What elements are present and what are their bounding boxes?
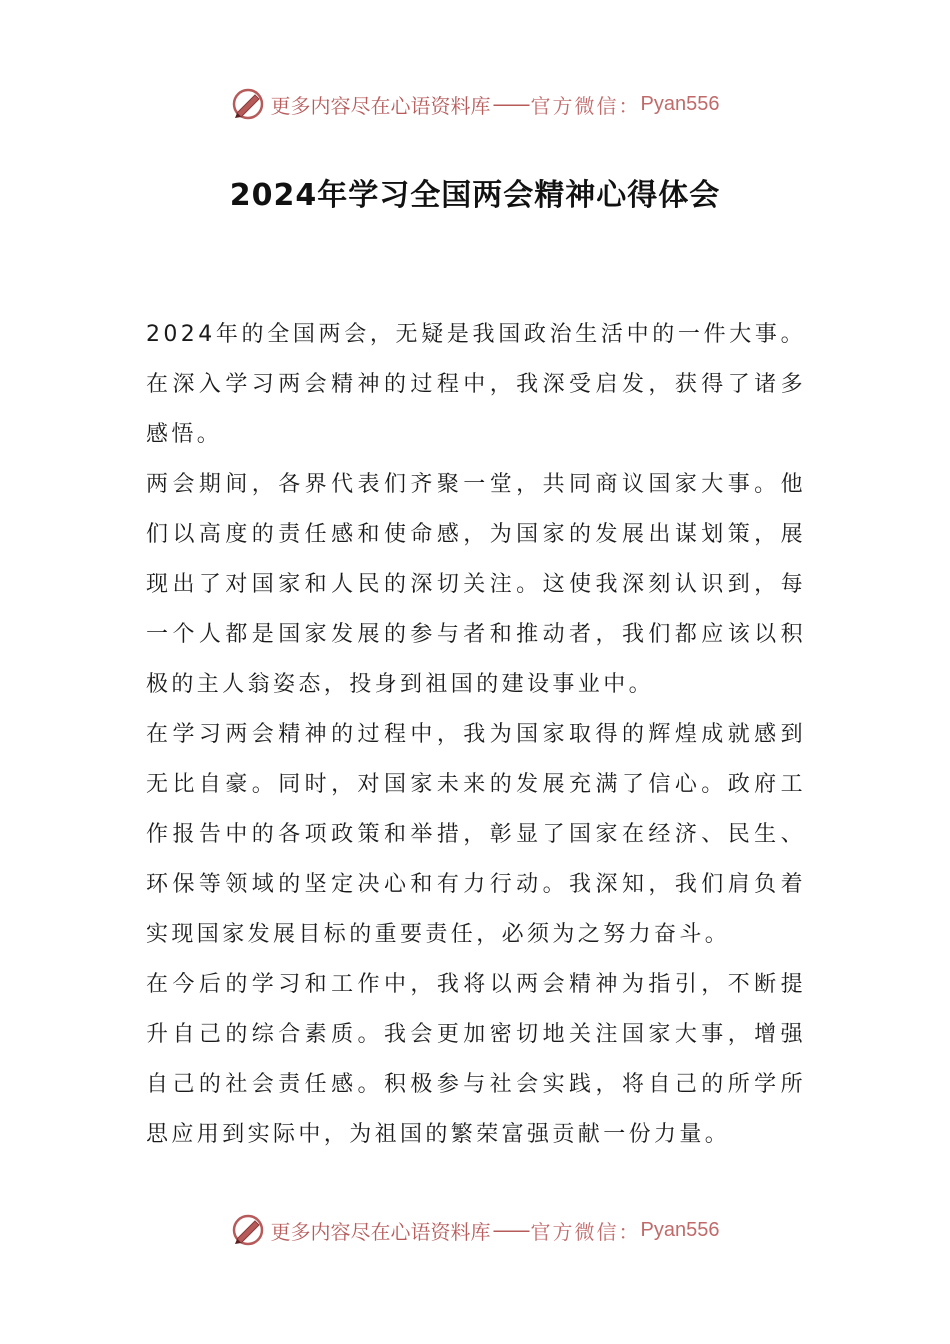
- paragraph: 在今后的学习和工作中，我将以两会精神为指引，不断提升自己的综合素质。我会更加密切地关注国家大事，增强自己的社会责任感。积极参与社会实践，将自己的所学所思应用到实际中，为祖国的繁荣富强贡献一份力量。: [146, 972, 806, 1147]
- paragraph: 在学习两会精神的过程中，我为国家取得的辉煌成就感到无比自豪。同时，对国家未来的发展充满了信心。政府工作报告中的各项政策和举措，彰显了国家在经济、民生、环保等领域的坚定决心和有力行动。我深知，我们肩负着实现国家发展目标的重要责任，必须为之努力奋斗。: [146, 722, 806, 947]
- pen-in-circle-icon: [231, 1213, 265, 1247]
- footer-banner: [0, 1210, 950, 1250]
- banner-separator: ——: [492, 92, 529, 116]
- banner-site-text: 更多内容尽在心语资料库: [270, 93, 491, 118]
- banner-wechat-id: Pyan556: [640, 1218, 720, 1241]
- banner-wechat-label: 官方微信：: [530, 93, 641, 118]
- banner-wechat-id: Pyan556: [640, 92, 720, 115]
- pen-in-circle-icon: [231, 87, 265, 121]
- paragraph: 两会期间，各界代表们齐聚一堂，共同商议国家大事。他们以高度的责任感和使命感，为国家的发展出谋划策，展现出了对国家和人民的深切关注。这使我深刻认识到，每一个人都是国家发展的参与者和推动者，我们都应该以积极的主人翁姿态，投身到祖国的建设事业中。: [146, 472, 806, 697]
- banner-wechat-label: 官方微信：: [530, 1219, 641, 1244]
- document-title: 2024年学习全国两会精神心得体会: [229, 178, 721, 213]
- document-body: [146, 310, 806, 1160]
- header-banner: [0, 84, 950, 124]
- banner-site-text: 更多内容尽在心语资料库: [270, 1219, 491, 1244]
- paragraph: 2024年的全国两会，无疑是我国政治生活中的一件大事。在深入学习两会精神的过程中，我深受启发，获得了诸多感悟。: [146, 322, 806, 447]
- banner-separator: ——: [492, 1218, 529, 1242]
